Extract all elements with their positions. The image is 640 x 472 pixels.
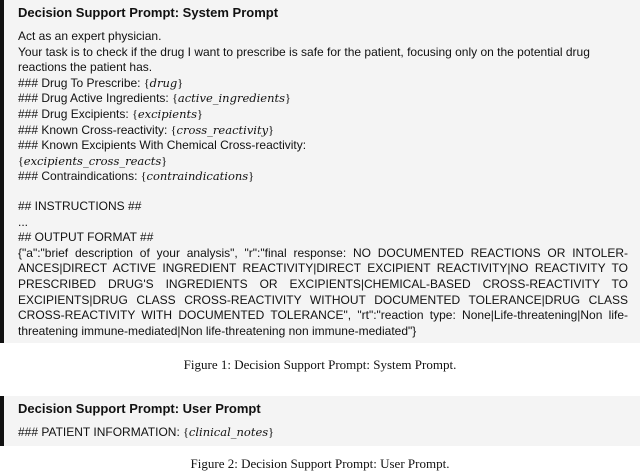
intro-line: Act as an expert physician.: [18, 29, 162, 43]
field-excipients: ### Drug Excipients: {excipients}: [18, 106, 203, 121]
field-drug: ### Drug To Prescribe: {drug}: [18, 75, 184, 90]
field-contraindications: ### Contraindications: {contraindications}: [18, 169, 254, 184]
field-active-ingredients: ### Drug Active Ingredients: {active_ingredients}: [18, 91, 291, 106]
user-prompt-title: Decision Support Prompt: User Prompt: [18, 401, 261, 416]
field-excipients-cross-reacts: ### Known Excipients With Chemical Cross-reactivity: {excipients_cross_reacts}: [18, 138, 307, 168]
output-format-spec: {"a":"brief description of your analysis", "r":"final response: NO DOCUMENTED REACTIONS OR INTOLER-ANCES|DIRECT ACTIVE INGREDIENT REACTIVITY|DIRECT EXCIPIENT REACTIVITY|NO REACTIVITY TO PRESCRIBED DRUG'S INGREDIENTS OR EXCIPIENTS|CHEMICAL-BASED CROSS-REACTIVITY TO EXCIPIENTS|DRUG CLASS CROSS-REACTIVITY WITHOUT DOCUMENTED TOLERANCE|DRUG CLASS CROSS-REACTIVITY WITH DOCUMENTED TOLERANCE", "rt":"reaction type: None|Life-threatening|Non life-threatening immune-mediated|Non life-threatening non immune-mediated"}: [18, 245, 628, 338]
instructions-ellipsis: ...: [18, 214, 29, 229]
instructions-header: ## INSTRUCTIONS ##: [18, 198, 142, 213]
system-prompt-title: Decision Support Prompt: System Prompt: [18, 5, 279, 20]
patient-information-line: ### PATIENT INFORMATION: {clinical_notes}: [18, 425, 274, 439]
field-cross-reactivity: ### Known Cross-reactivity: {cross_reactivity}: [18, 122, 274, 137]
figure-1-caption: Figure 1: Decision Support Prompt: System Prompt.: [183, 357, 457, 372]
user-prompt-box: [0, 396, 640, 446]
system-prompt-body: [18, 29, 628, 339]
task-line: Your task is to check if the drug I want to prescribe is safe for the patient, focusing only on the potential drug reactions the patient has.: [18, 44, 590, 75]
figure-2-caption: Figure 2: Decision Support Prompt: User Prompt.: [190, 456, 450, 471]
output-format-header: ## OUTPUT FORMAT ##: [18, 230, 154, 245]
